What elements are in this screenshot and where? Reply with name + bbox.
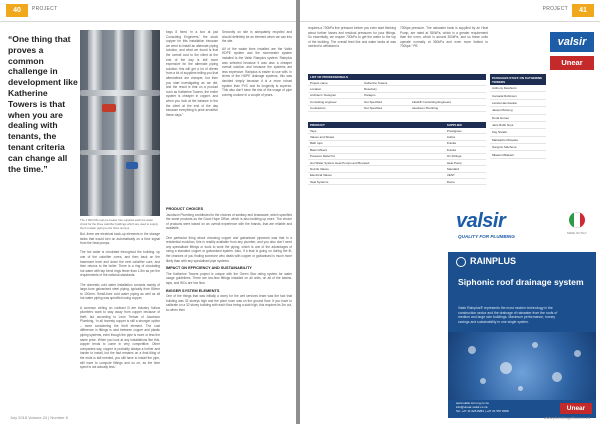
ad-website[interactable]: www.valsir.com.ng.co.za [456, 401, 489, 405]
photo-caption: The 1 000 KW coal pre-heater has supplied each hot water circuit for the three calorifier buildings which are used to supply the hot water piping to the three storeys. [80, 218, 158, 230]
table-cell: Not Specified [362, 105, 410, 111]
subheading: PRODUCT CHOICES [166, 207, 204, 211]
table-cell: Katherine Towers [362, 80, 410, 86]
body-column-2-top [222, 30, 292, 202]
page-number: 41 [572, 4, 594, 17]
body-column-2-bottom [166, 206, 292, 410]
table-cell: Taps [308, 128, 445, 134]
ad-headline: Siphonic roof drainage system [458, 277, 584, 287]
table-cell: Nozzle Valves [308, 166, 445, 172]
table-cell: Valves and Straps [308, 134, 445, 140]
body-column-1-bottom: But, there are electrical back-up elements in the storage tanks that would turn on automatically on a floor signal from the heat pumps. The hot water is circulated throughout the building, up one of the calorifier cores, and then back on the basement level and down the next calorifier core, and then returns to the boiler. There is a ring of circulating hot water with tap bend rings fewer than 1.5m as per the requirements of the national standards. The domestic cold water installation consists mainly of large-bore galvanised steel piping, typically from 80mm to 100mm. Small-bore cold water piping as well as all hot water piping was specified using copper. A common ceiling on contract ill are industry hollow plumbers want to stay away from copper because of theft, but according to Leon Treloar of Jacobson Plumbing, ‘In all honesty copper is still a stronger option – more considering the theft element. The cost difference in fittings is vast between copper and plastic piping systems, even though the pipe is more or less the same price. When you look at any installations like this, copper tends to come in very competitive. Other companies say, copper is probably always a bother and harder to install, but the fact remains on a final tiling of the ends is still needed, you still have to install the pipe, still have to compute fittings and so on, as the time spent is not actually less.’ [80, 232, 160, 370]
paragraph: One of the things that was initially a worry for the wet services team was the fact that building was 32 storeys high and the plant room was on the ground floor. If you have to calibrate on a 32 storey building with each floor being a slab high, this requires its 3m cut, so when then [166, 294, 292, 312]
table-cell: Seal Systems [308, 179, 445, 185]
sidebar-staff-item: Camaral Robinson [490, 92, 546, 99]
table-cell: Franke [445, 140, 486, 146]
table-cell: Hot Water System Heat Pumps and Boosted [308, 159, 445, 165]
column-header-product: PRODUCT [308, 122, 445, 128]
sidebar-staff-item: Malusipho Motyeka [490, 137, 546, 144]
table-cell: On Fittings [445, 153, 486, 159]
table-cell: Dome [445, 179, 486, 185]
made-in-italy-label: MADE IN ITALY [567, 231, 587, 235]
table-cell: Heat Pump [445, 159, 486, 165]
site-footer: www.plumbingafrica.co.za [543, 415, 590, 420]
table-cell: VENT [445, 172, 486, 178]
sidebar-staff-item: Kay Nivalor [490, 129, 546, 136]
sidebar-staff-list [490, 74, 546, 159]
table-cell: Paragon [362, 92, 410, 98]
valsir-advertisement[interactable] [448, 204, 596, 418]
ad-contact-details [456, 401, 509, 414]
table-cell: Jacobson Plumbing [410, 105, 486, 111]
subheading: BIGGER SYSTEM ELEMENTS [166, 288, 220, 293]
table-cell: Franke [445, 147, 486, 153]
section-label: PROJECT [542, 6, 568, 12]
paragraph: All of the waste lines installed are the Valsir HDPE system and the stormwater system installed is the Valsir Rainplus system. Rainplus was selected because it was also a cheaper overall solution and because the systems are less expensive. Rainplus is easier to use with. In terms of the HDPE drainage systems, this was decided simply because it is a more robust system than PVC and its longevity is superior. This also don't have the risk of the usage of pipe coming undone in a couple of years. [222, 46, 292, 97]
table-cell: Standard [445, 166, 486, 172]
rainplus-logo-icon [456, 257, 466, 267]
sidebar-staff-item: Jacqui Morteng [490, 107, 546, 114]
page-number: 40 [6, 4, 28, 17]
ad-phone: Tel: +27 11 626 8284 | +27 21 557 8000 [456, 409, 509, 414]
valsir-logo: valsir [550, 32, 594, 52]
ad-tagline: QUALITY FOR PLUMBING [458, 234, 515, 239]
unear-ad-logo: Unear [560, 403, 592, 414]
table-row [308, 179, 486, 185]
table-cell: Electrical Valves [308, 172, 445, 178]
pull-quote: “One thing that proves a common challenge in development like Katherine Towers is that when you are dealing with tenants, the tenant criteria can change all the time.” [8, 34, 78, 174]
paragraph: The Katherine Towers project is unique with the Green Star rating system for water usage guidelines. There are low-flow fittings installed on all units, on all of the basins, taps, and WCs are low flow. [166, 271, 292, 285]
table-cell: Architect / Designer [308, 92, 362, 98]
sidebar-staff-item: Doria Humet [490, 115, 546, 122]
table-row [308, 105, 486, 111]
table-cell: Bath tops [308, 140, 445, 146]
page-header [0, 0, 296, 22]
rainplus-wordmark: RAINPLUS [470, 256, 517, 266]
sidebar-staff-item: Jaris Rolfe Nour [490, 122, 546, 129]
table-cell: Not Specified [362, 99, 410, 105]
table-cell: LEHAP Consulting Engineers [410, 99, 486, 105]
table-cell: Project name [308, 80, 362, 86]
left-page [0, 0, 296, 424]
plant-room-photo [80, 30, 160, 216]
body-column-1-top: bays 8 hired ‘in a box at just Consulting Engineers,’ the stock copper for this installation because we went to install an alternate piping solution, and what we found is that the overall cost to the client at the end of the day is still more expensive for the alternate piping solution; this will get a lot of clients from a lot of suppliers telling you that alternatives are cheaper, but then you start investigating as we did, and the result is that on a product such as Katherine Towers, the entire system is cheaper in copper, and when you look at the balance in the the client at the end of the day because everything is price sensitive these days.” [166, 30, 218, 117]
sidebar-staff-item: Leticia Hamzavala [490, 100, 546, 107]
issue-footer: July 2018 Volume 24 | Number 6 [10, 415, 68, 420]
valve-icon [126, 162, 138, 169]
table-header: LIST OF PROFESSIONALS [308, 74, 486, 80]
intro-column-1: requires a 700kPa line pressure before you even start thinking about further losses and residual pressures for your fittings. So essentially, we require 700kPa to get the water to the top of the building. The overall feed line and water tanks at was needed to withstand a [308, 26, 396, 49]
table-cell: Consulting engineer [308, 99, 362, 105]
page-header [300, 0, 600, 22]
table-cell: Rosebury [362, 86, 410, 92]
table-cell: Location [308, 86, 362, 92]
products-table [308, 122, 486, 185]
ad-header [448, 204, 596, 252]
valsir-ad-logo: valsir [456, 210, 506, 232]
table-cell: Basin Mixers [308, 147, 445, 153]
sidebar-staff-item: Sungrun Machone [490, 144, 546, 151]
column-header-supplier: SUPPLIER [445, 122, 486, 128]
rain-drops-image [448, 332, 596, 400]
sidebar-header: PASSAGES STAFF ON KATHERINE TOWERS [490, 74, 546, 85]
table-cell: Cobra [445, 134, 486, 140]
sidebar-staff-item: Mkaelo Mbakazi [490, 151, 546, 158]
paragraph: Secondly on site is adequately recycled and should definitely be an element when we can into the site. [222, 30, 292, 44]
right-page [300, 0, 600, 424]
table-cell: Pressure Relief Kit [308, 153, 445, 159]
paragraph: Jacobson Plumbing contributed to the choices of sanitary and brassware, which specified the same products as the Good Hope Office, which is also building up more. The choice of products were based on an overall experience with the brands, that are reliable and available. One particular thing about choosing copper and galvanised pipework was that in a residential evolution, this is readily available from any plumber, and you also don’t need any specialised fittings or tools to work the piping, which is one of the advantages of using a standard copper or galvanised system. Also, if a leak is going on during the fit, the chances of you finding someone who deals with copper or galvanised is much more likely than with any specialised pipe systems. [166, 212, 292, 263]
section-label: PROJECT [32, 6, 58, 12]
unear-logo: Unear [550, 56, 594, 70]
subheading: IMPACT ON EFFICIENCY AND SUSTAINABILITY [166, 266, 252, 271]
professionals-table [308, 74, 486, 112]
ad-body-text: Valsir Rainplus® represents the most modern technology in the construction sector and the drainage of rainwater from the roofs of medium and large size buildings. Maximum performance, money savings and sustainability in one single system. [458, 306, 558, 324]
ad-email[interactable]: info@unear-valsir.co.za [456, 405, 488, 410]
sidebar-staff-item: Anthony Dewhurst [490, 85, 546, 92]
intro-column-2: 700kpa pressure. The rainwater bank is supplied by an Heat Pump, are rated at 350kPa, which is a greater requirement than the norm, which is around 300kPa, and so these units operate normally at 350kPa and even more limited to 700kpa.” PB [400, 26, 488, 49]
italy-flag-icon [569, 212, 585, 228]
table-cell: Prestigious [445, 128, 486, 134]
valve-icon [102, 104, 116, 112]
table-cell: Contractors [308, 105, 362, 111]
